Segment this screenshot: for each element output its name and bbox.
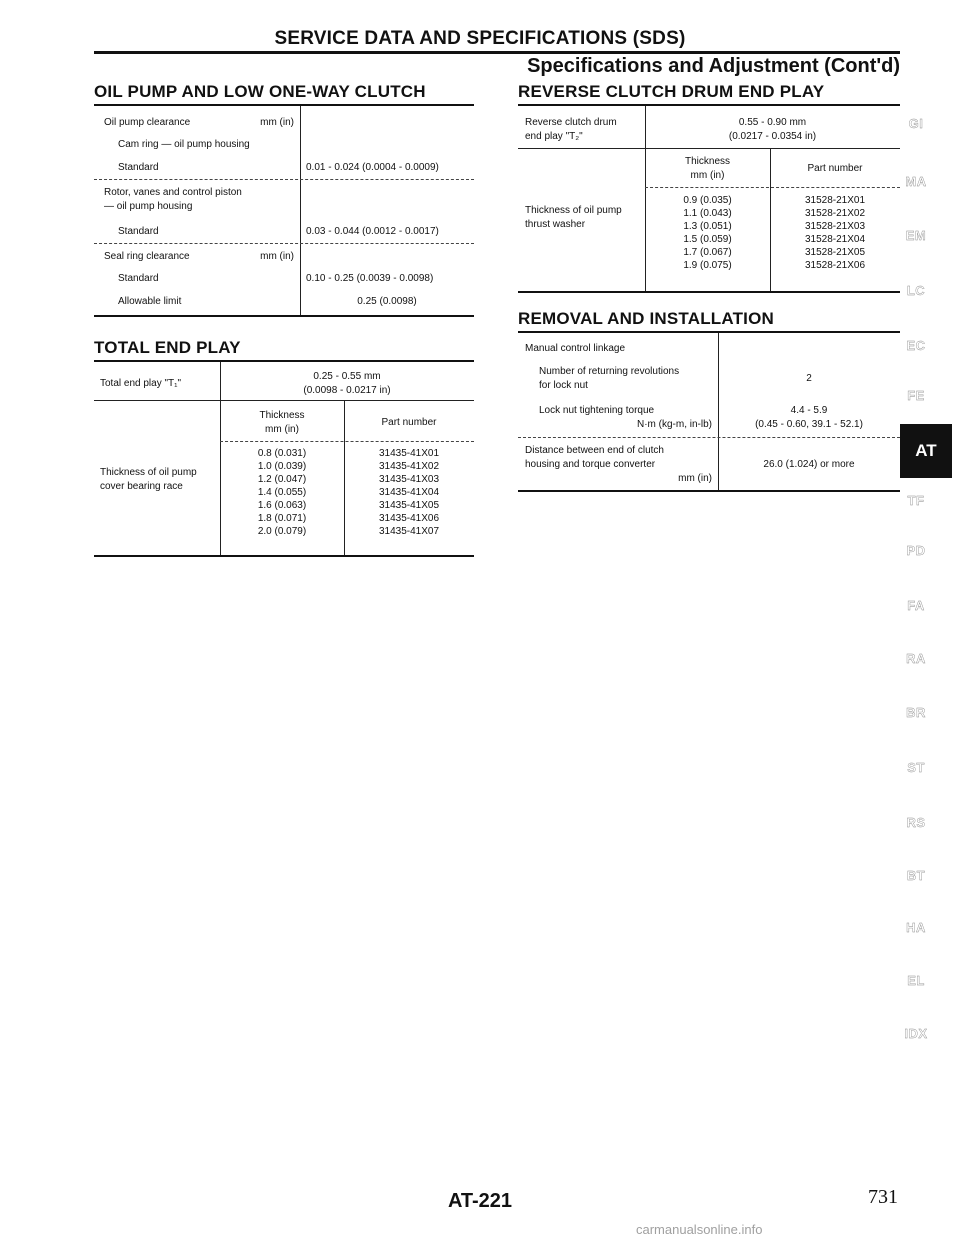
washer-part-number-item: 31528-21X05 [804, 247, 866, 258]
side-tab-br[interactable]: BR [906, 705, 926, 720]
race-thickness-item: 1.6 (0.063) [257, 500, 307, 511]
reverse-clutch-label-line-2: end play "T₂" [525, 131, 583, 142]
distance-value: 26.0 (1.024) or more [763, 459, 855, 470]
race-part-number-item: 31435-41X07 [378, 526, 440, 537]
washer-thickness-list [645, 194, 770, 272]
total-end-play-label: Total end play "T₁" [100, 378, 182, 389]
distance-label-line-3: mm (in) [678, 473, 712, 484]
washer-part-number-header: Part number [807, 163, 863, 174]
seal-ring-label: Seal ring clearance [104, 251, 190, 262]
oil-pump-row-rule [94, 243, 474, 244]
torque-label-line-1: Lock nut tightening torque [539, 405, 655, 416]
torque-label-line-2: N·m (kg-m, in-lb) [637, 419, 712, 430]
washer-thickness-item: 1.5 (0.059) [683, 234, 732, 245]
race-part-number-item: 31435-41X05 [378, 500, 440, 511]
reverse-clutch-top-rule [518, 104, 900, 106]
race-thickness-list [220, 447, 344, 538]
reverse-clutch-row-rule [518, 148, 900, 149]
distance-label-line-2: housing and torque converter [525, 459, 656, 470]
side-tab-bt[interactable]: BT [906, 868, 926, 883]
oil-pump-top-rule [94, 104, 474, 106]
side-tab-idx[interactable]: IDX [904, 1026, 928, 1041]
cam-ring-standard-label: Standard [118, 162, 159, 173]
watermark: carmanualsonline.info [636, 1222, 763, 1237]
race-part-number-header: Part number [381, 417, 437, 428]
total-end-play-value-mm: 0.25 - 0.55 mm [313, 371, 381, 382]
washer-part-number-list [770, 194, 900, 272]
revolutions-label-line-2: for lock nut [539, 380, 588, 391]
total-end-play-row-rule [94, 400, 474, 401]
removal-section-title: REMOVAL AND INSTALLATION [518, 309, 775, 328]
race-thickness-item: 1.0 (0.039) [257, 461, 307, 472]
side-tab-lc[interactable]: LC [906, 283, 926, 298]
reverse-clutch-label-line-1: Reverse clutch drum [525, 117, 617, 128]
seal-ring-standard-value: 0.10 - 0.25 (0.0039 - 0.0098) [306, 273, 434, 284]
washer-part-number-item: 31528-21X04 [804, 234, 866, 245]
washer-part-number-item: 31528-21X03 [804, 221, 866, 232]
seal-ring-allowable-value: 0.25 (0.0098) [357, 296, 417, 307]
washer-label-line-1: Thickness of oil pump [525, 205, 622, 216]
rotor-standard-value: 0.03 - 0.044 (0.0012 - 0.0017) [306, 226, 439, 237]
side-tab-ec[interactable]: EC [906, 338, 926, 353]
race-part-number-list [344, 447, 474, 538]
race-thickness-item: 2.0 (0.079) [257, 526, 307, 537]
torque-value-alt-units: (0.45 - 0.60, 39.1 - 52.1) [755, 419, 863, 430]
race-label-line-1: Thickness of oil pump [100, 467, 197, 478]
washer-part-number-item: 31528-21X06 [804, 260, 866, 271]
washer-label-line-2: thrust washer [525, 219, 586, 230]
side-tab-ha[interactable]: HA [906, 920, 926, 935]
distance-label-line-1: Distance between end of clutch [525, 445, 664, 456]
removal-top-rule [518, 331, 900, 333]
race-thickness-item: 0.8 (0.031) [257, 448, 307, 459]
reverse-clutch-value-mm: 0.55 - 0.90 mm [738, 117, 807, 128]
page-title: SERVICE DATA AND SPECIFICATIONS (SDS) [274, 28, 686, 49]
race-part-number-item: 31435-41X03 [378, 474, 440, 485]
removal-row-rule [518, 437, 900, 438]
side-tab-rs[interactable]: RS [906, 815, 926, 830]
washer-thickness-unit-header: mm (in) [690, 170, 725, 181]
race-header-rule [220, 441, 474, 442]
washer-thickness-item: 0.9 (0.035) [683, 195, 732, 206]
reverse-clutch-value-in: (0.0217 - 0.0354 in) [728, 131, 817, 142]
side-tab-at-active[interactable]: AT [900, 424, 952, 478]
seal-ring-standard-label: Standard [118, 273, 159, 284]
washer-part-number-item: 31528-21X01 [804, 195, 866, 206]
washer-header-rule [645, 187, 900, 188]
race-part-number-item: 31435-41X02 [378, 461, 440, 472]
race-part-number-item: 31435-41X06 [378, 513, 440, 524]
race-thickness-item: 1.2 (0.047) [257, 474, 307, 485]
torque-value: 4.4 - 5.9 [790, 405, 828, 416]
race-thickness-item: 1.4 (0.055) [257, 487, 307, 498]
oil-pump-clearance-unit: mm (in) [260, 117, 294, 128]
rotor-label-line-2: — oil pump housing [104, 201, 193, 212]
race-label-line-2: cover bearing race [100, 481, 183, 492]
race-thickness-item: 1.8 (0.071) [257, 513, 307, 524]
oil-pump-bottom-rule [94, 315, 474, 317]
oil-pump-section-title: OIL PUMP AND LOW ONE-WAY CLUTCH [94, 82, 426, 101]
oil-pump-clearance-label: Oil pump clearance [104, 117, 191, 128]
side-tab-el[interactable]: EL [907, 973, 925, 988]
page-number: 731 [868, 1186, 898, 1208]
race-thickness-header: Thickness [259, 410, 305, 421]
total-end-play-bottom-rule [94, 555, 474, 557]
cam-ring-label: Cam ring — oil pump housing [118, 139, 250, 150]
side-tab-st[interactable]: ST [907, 760, 925, 775]
header-rule [94, 51, 900, 54]
washer-thickness-header: Thickness [684, 156, 730, 167]
total-end-play-title: TOTAL END PLAY [94, 338, 241, 357]
side-tab-tf[interactable]: TF [907, 493, 925, 508]
side-tab-pd[interactable]: PD [906, 543, 926, 558]
cam-ring-standard-value: 0.01 - 0.024 (0.0004 - 0.0009) [306, 162, 439, 173]
side-tab-em[interactable]: EM [905, 228, 927, 243]
rotor-label-line-1: Rotor, vanes and control piston [104, 187, 242, 198]
washer-part-number-item: 31528-21X02 [804, 208, 866, 219]
removal-bottom-rule [518, 490, 900, 492]
total-end-play-value-in: (0.0098 - 0.0217 in) [303, 385, 391, 396]
side-tab-ra[interactable]: RA [906, 651, 926, 666]
rotor-standard-label: Standard [118, 226, 159, 237]
washer-thickness-item: 1.1 (0.043) [683, 208, 732, 219]
reverse-clutch-bottom-rule [518, 291, 900, 293]
page-code: AT-221 [447, 1190, 513, 1212]
oil-pump-col-divider [300, 106, 301, 316]
side-tab-fe[interactable]: FE [907, 388, 925, 403]
washer-thickness-item: 1.7 (0.067) [683, 247, 732, 258]
side-tab-gi[interactable]: GI [908, 116, 924, 131]
side-tab-fa[interactable]: FA [907, 598, 925, 613]
total-end-play-top-rule [94, 360, 474, 362]
side-tab-ma[interactable]: MA [905, 174, 927, 189]
race-part-number-item: 31435-41X01 [378, 448, 440, 459]
page-subtitle: Specifications and Adjustment (Cont'd) [527, 55, 900, 77]
reverse-clutch-section-title: REVERSE CLUTCH DRUM END PLAY [518, 82, 825, 101]
race-part-number-item: 31435-41X04 [378, 487, 440, 498]
manual-linkage-label: Manual control linkage [525, 343, 626, 354]
washer-thickness-item: 1.3 (0.051) [683, 221, 732, 232]
revolutions-value: 2 [806, 373, 812, 384]
seal-ring-allowable-label: Allowable limit [118, 296, 182, 307]
washer-thickness-item: 1.9 (0.075) [683, 260, 732, 271]
race-thickness-unit-header: mm (in) [265, 424, 299, 435]
oil-pump-row-rule [94, 179, 474, 180]
revolutions-label-line-1: Number of returning revolutions [539, 366, 680, 377]
seal-ring-unit: mm (in) [260, 251, 294, 262]
